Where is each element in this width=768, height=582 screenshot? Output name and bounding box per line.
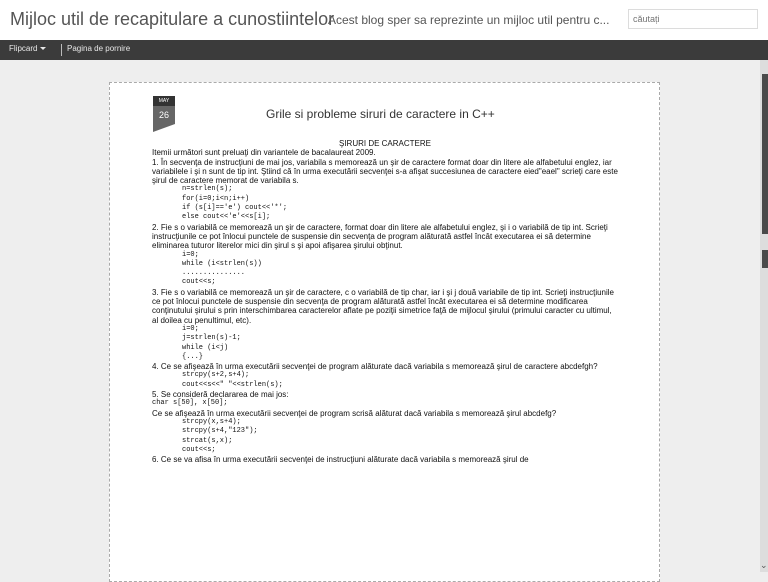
code-line: cout<<s<<" "<<strlen(s); [182,380,283,389]
code-line: char s[50], x[50]; [152,399,228,408]
code-line: if (s[i]=='e') cout<<'*'; [182,204,288,213]
nav-flipcard-dropdown[interactable] [9,44,46,53]
paragraph: 4. Ce se afişează în urma executării secvenţei de program alăturate dacă variabila s memorează şirul de caractere abcdefgh? [152,362,598,372]
paragraph: 1. În secvenţa de instrucţiuni de mai jos, variabila s memorează un şir de caractere format doar din litere ale alfabetului englez, iar variabilele i şi n sunt de tip int. Ştiind că în urma executării secvenţei s-a afişat succesiunea de caractere eied"eael" scrieţi care este şirul de caractere memorat de variabila s. [152,157,618,186]
code-line: strcpy(s+4,"123"); [182,427,258,436]
date-month: MAY [153,96,175,106]
blog-header [0,0,768,40]
paragraph: 3. Fie s o variabilă ce memorează un şir de caractere, c o variabilă de tip char, iar i şi j două variabile de tip int. Scrieţi instrucţiunile ce pot înlocui punctele de suspensie din secvenţa de program alăturată astfel încât executarea ei să determine modificarea conţinutului şirului s prin interschimbarea caracterelor aflate pe poziţii simetrice faţă de mijlocul şirului (primului caracter cu ultimul, al doilea cu penultimul, etc). [152,287,614,325]
blog-description: Acest blog sper sa reprezinte un mijloc util pentru c... [328,13,610,27]
date-day: 26 [153,106,175,124]
side-panel-tab-small[interactable] [762,250,768,268]
code-line: strcpy(s+2,s+4); [182,371,250,380]
code-line: cout<<s; [182,278,216,287]
chevron-down-icon [40,47,46,50]
code-line: cout<<s; [182,445,216,454]
code-line: ............... [182,269,246,278]
code-line: strcpy(x,s+4); [182,417,241,426]
nav-flipcard-label: Flipcard [9,44,38,53]
code-line: strcat(s,x); [182,436,233,445]
code-line: j=strlen(s)-1; [182,334,241,343]
paragraph: 5. Se consideră declararea de mai jos: [152,390,289,400]
code-line: while (i<j) [182,343,229,352]
code-line: {...} [182,352,204,361]
code-line: for(i=0;i<n;i++) [182,194,250,203]
date-badge [153,96,175,134]
code-line: while (i<strlen(s)) [182,259,262,268]
blog-title[interactable]: Mijloc util de recapitulare a cunostiintelor [10,9,335,29]
post-body [152,139,618,464]
paragraph: Itemii următori sunt preluaţi din variantele de bacalaureat 2009. [152,148,376,158]
search-input[interactable] [628,9,758,29]
scroll-down-icon[interactable]: ⌄ [760,560,768,570]
code-line: i=0; [182,324,199,333]
post-card [109,82,660,582]
nav-divider [61,44,62,56]
post-title[interactable]: Grile si probleme siruri de caractere in C++ [266,107,495,121]
nav-bar [0,40,768,60]
paragraph: 2. Fie s o variabilă ce memorează un şir de caractere, format doar din litere ale alfabetului englez, şi i o variabilă de tip int. Scrieţi instrucţiunile ce pot înlocui punctele de suspensie din secvenţa de program alăturată astfel încât executarea ei să determine eliminarea tuturor literelor mici din şirul s şi apoi afişarea şirului obţinut. [152,222,608,251]
paragraph: Ce se afişează în urma executării secvenţei de program scrisă alăturat dacă variabila s memorează şirul abcdefg? [152,408,557,418]
paragraph: 6. Ce se va afisa în urma executării secvenţei de instrucţiuni alăturate dacă variabila s memorează şirul de [152,455,529,465]
code-line: n=strlen(s); [182,185,233,194]
code-line: i=0; [182,250,199,259]
code-line: else cout<<'e'<<s[i]; [182,213,271,222]
side-panel-tab[interactable] [762,74,768,234]
nav-home-link[interactable]: Pagina de pornire [67,44,131,53]
section-heading: ŞIRURI DE CARACTERE [338,139,431,148]
date-ribbon-tail [153,124,175,132]
